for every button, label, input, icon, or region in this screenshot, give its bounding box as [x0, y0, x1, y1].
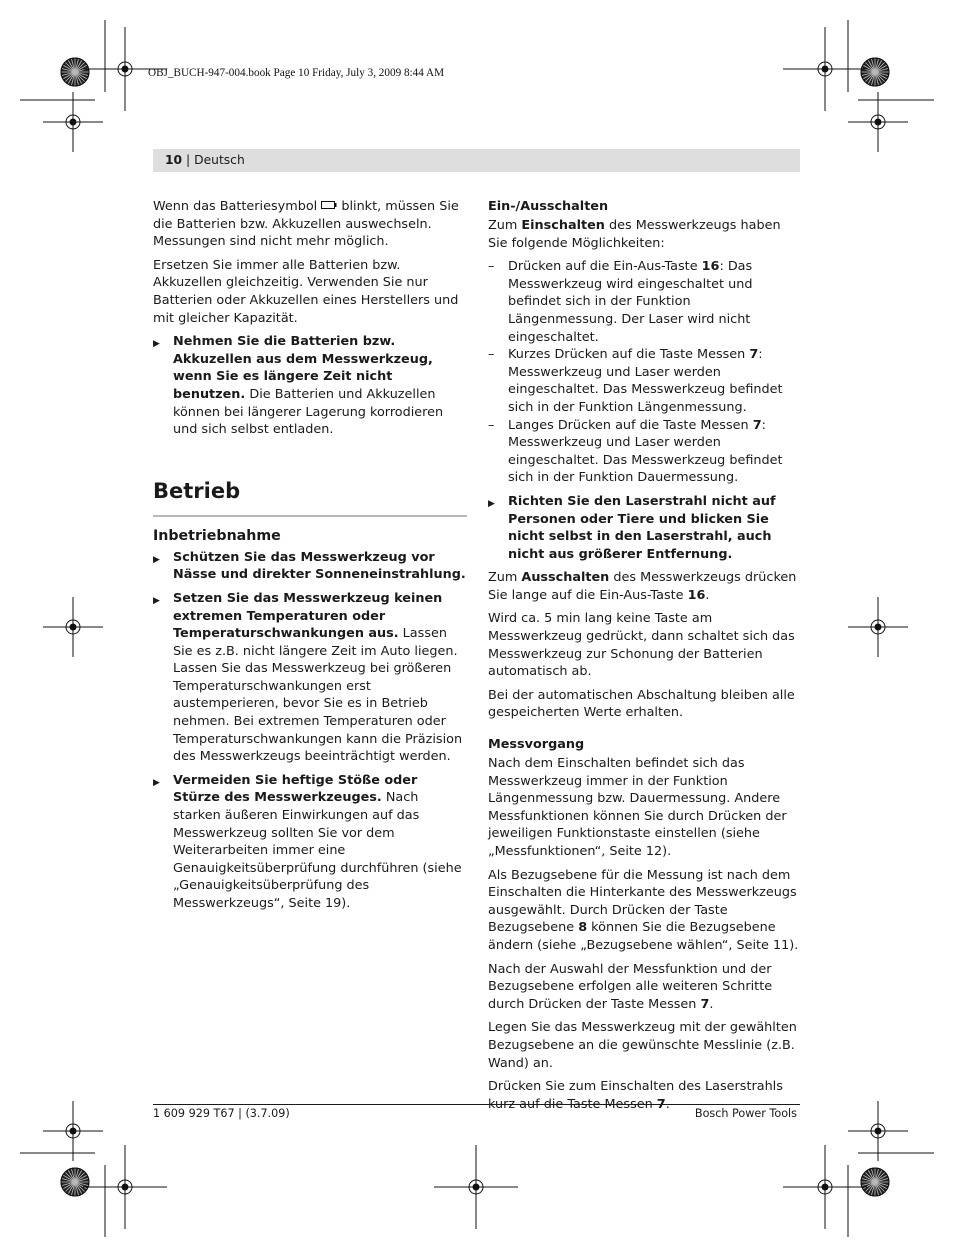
dash-item	[488, 258, 802, 346]
bullet-bold: Nehmen Sie die Batterien bzw. Akkuzellen aus dem Messwerkzeug, wenn Sie es längere Zeit nicht benutzen.	[173, 334, 433, 402]
text-bold: 16	[687, 587, 706, 603]
paragraph-battery-symbol	[153, 198, 467, 251]
subheading-measuring: Messvorgang	[488, 737, 585, 753]
text: Drücken Sie zum Einschalten des Laserstrahls kurz auf die Taste Messen	[488, 1079, 783, 1112]
text: .	[665, 1096, 670, 1112]
text: Kurzes Drücken auf die Taste Messen	[508, 347, 750, 363]
registration-dot	[473, 1184, 479, 1190]
subsection-heading: Inbetriebnahme	[153, 527, 281, 544]
registration-dot	[822, 1184, 828, 1190]
text: können Sie die Bezugsebene ändern (siehe „Bezugsebene wählen“, Seite 11).	[488, 920, 799, 953]
paragraph-switch-on	[488, 217, 802, 252]
text-bold: Einschalten	[521, 218, 605, 233]
paragraph-replace-batteries: Ersetzen Sie immer alle Batterien bzw. Akkuzellen gleichzeitig. Verwenden Sie nur Batterien oder Akkuzellen eines Herstellers und mit gleicher Kapazität.	[153, 257, 459, 326]
footer-rule	[153, 1104, 800, 1105]
bullet-text: Nach starken äußeren Einwirkungen auf das Messwerkzeug sollten Sie vor dem Weiterarbeiten immer eine Genauigkeitsüberprüfung durchführen (siehe „Genauigkeitsüberprüfung des Messwerkzeugs“, Seite 19).	[173, 790, 462, 911]
subheading-on-off: Ein-/Ausschalten	[488, 199, 609, 214]
text: Als Bezugsebene für die Messung ist nach dem Einschalten die Hinterkante des Messwerkzeugs ausgewählt. Durch Drücken der Taste Bezugsebene	[488, 867, 797, 936]
bullet-text: Lassen Sie es z.B. nicht längere Zeit im Auto liegen. Lassen Sie das Messwerkzeug bei größeren Temperaturschwankungen erst austemperieren, bevor Sie es in Betrieb nehmen. Bei extremen Temperaturen oder Temperaturschwankungen kann die Präzision des Messwerkzeugs beeinträchtigt werden.	[173, 626, 463, 765]
heading-rule	[153, 515, 467, 517]
right-column	[488, 198, 802, 1119]
bullet-bold: Richten Sie den Laserstrahl nicht auf Personen oder Tiere und blicken Sie nicht selbst in den Laserstrahl, auch nicht aus größerer Entfernung.	[508, 493, 776, 562]
registration-dot	[122, 1184, 128, 1190]
safety-bullet	[153, 333, 467, 439]
safety-bullet	[153, 772, 467, 913]
registration-dot	[70, 624, 76, 630]
page-number: 10	[165, 153, 183, 167]
left-column	[153, 198, 467, 919]
registration-dot	[875, 119, 881, 125]
paragraph-place-tool: Legen Sie das Messwerkzeug mit der gewählten Bezugsebene an die gewünschte Messlinie (z.B. Wand) an.	[488, 1020, 797, 1071]
triangle-bullet-icon: ▶	[488, 498, 495, 509]
footer-doc-number: 1 609 929 T67 | (3.7.09)	[153, 1107, 290, 1120]
dash-item	[488, 417, 802, 487]
section-heading: Betrieb	[153, 478, 241, 503]
footer-brand: Bosch Power Tools	[694, 1107, 797, 1120]
text-bold: 7	[656, 1096, 666, 1112]
registration-dot	[70, 1128, 76, 1134]
text-bold: 7	[752, 417, 762, 433]
registration-dot	[122, 66, 128, 72]
registration-dot	[822, 66, 828, 72]
safety-bullet	[153, 590, 467, 766]
bullet-bold: Setzen Sie das Messwerkzeug keinen extremen Temperaturen oder Temperaturschwankungen aus.	[173, 590, 443, 642]
paragraph-stored-values: Bei der automatischen Abschaltung bleiben alle gespeicherten Werte erhalten.	[488, 687, 795, 721]
text: blinkt, müssen Sie die Batterien bzw. Akkuzellen auswechseln. Messungen sind nicht mehr möglich.	[153, 199, 459, 250]
text: des Messwerkzeugs drücken Sie lange auf die Ein-Aus-Taste	[488, 570, 797, 603]
paragraph-switch-off	[488, 569, 802, 604]
bullet-text: Die Batterien und Akkuzellen können bei längerer Lagerung korrodieren und sich selbst entladen.	[173, 386, 444, 438]
text-bold: 7	[700, 996, 710, 1012]
triangle-bullet-icon: ▶	[153, 339, 160, 350]
page-header	[153, 149, 800, 172]
paragraph-measure-functions: Nach dem Einschalten befindet sich das Messwerkzeug immer in der Funktion Längenmessung bzw. Dauermessung. Andere Messfunktionen können Sie durch Drücken der jeweiligen Funktionstaste einstellen (siehe „Messfunktionen“, Seite 12).	[488, 756, 787, 859]
header-separator: |	[186, 153, 191, 167]
header-language: Deutsch	[194, 153, 245, 167]
text: Langes Drücken auf die Taste Messen	[508, 417, 753, 433]
dash-icon: –	[488, 347, 495, 363]
safety-bullet	[153, 549, 467, 584]
print-slug: OBJ_BUCH-947-004.book Page 10 Friday, July 3, 2009 8:44 AM	[148, 67, 445, 79]
dash-item	[488, 346, 802, 416]
triangle-bullet-icon: ▶	[153, 554, 160, 565]
registration-dot	[70, 119, 76, 125]
registration-dot	[875, 624, 881, 630]
paragraph-next-steps	[488, 961, 802, 1014]
registration-dot	[875, 1128, 881, 1134]
triangle-bullet-icon: ▶	[153, 777, 160, 788]
dash-icon: –	[488, 417, 495, 433]
dash-icon: –	[488, 259, 495, 275]
text: : Das Messwerkzeug wird eingeschaltet und befindet sich in der Funktion Längenmessung. Der Laser wird nicht eingeschaltet.	[508, 259, 753, 345]
text-bold: 7	[749, 347, 759, 363]
text: : Messwerkzeug und Laser werden eingeschaltet. Das Messwerkzeug befindet sich in der Funktion Längenmessung.	[508, 347, 783, 415]
text: Zum	[488, 218, 522, 233]
paragraph-auto-off: Wird ca. 5 min lang keine Taste am Messwerkzeug gedrückt, dann schaltet sich das Messwerkzeug zur Schonung der Batterien automatisch ab.	[488, 611, 795, 680]
text-bold: Ausschalten	[521, 570, 610, 586]
battery-icon	[321, 201, 337, 209]
safety-bullet	[488, 493, 802, 563]
text-bold: 16	[701, 259, 720, 275]
text: des Messwerkzeugs haben Sie folgende Möglichkeiten:	[488, 218, 781, 251]
text: Wenn das Batteriesymbol	[153, 199, 322, 214]
bullet-bold: Schützen Sie das Messwerkzeug vor Nässe und direkter Sonneneinstrahlung.	[173, 549, 466, 583]
text: .	[705, 587, 710, 603]
text-bold: 8	[578, 920, 588, 936]
text: Drücken auf die Ein-Aus-Taste	[508, 259, 702, 275]
text: .	[709, 996, 714, 1012]
text: Zum	[488, 570, 522, 586]
text: : Messwerkzeug und Laser werden eingeschaltet. Das Messwerkzeug befindet sich in der Funktion Dauermessung.	[508, 417, 783, 486]
triangle-bullet-icon: ▶	[153, 595, 160, 606]
text: Nach der Auswahl der Messfunktion und der Bezugsebene erfolgen alle weiteren Schritte durch Drücken der Taste Messen	[488, 961, 773, 1012]
paragraph-reference-plane	[488, 867, 802, 955]
bullet-bold: Vermeiden Sie heftige Stöße oder Stürze des Messwerkzeuges.	[173, 772, 418, 806]
